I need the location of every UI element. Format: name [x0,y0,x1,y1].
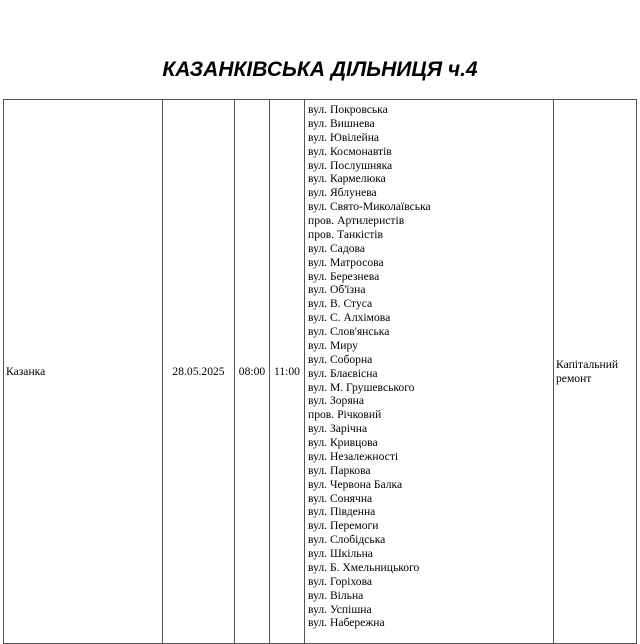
street-item: вул. Послушняка [308,158,393,172]
time-to-cell: 11:00 [270,100,305,644]
street-item: вул. Миру [308,338,358,352]
street-item: вул. Садова [308,241,365,255]
street-item: вул. Блаєвісна [308,366,378,380]
street-item: вул. Матросова [308,255,384,269]
street-item: вул. Сонячна [308,491,373,505]
street-item: вул. С. Алхімова [308,311,391,325]
street-list [308,103,553,630]
reason-cell: Капітальний ремонт [554,100,637,644]
street-item: вул. В. Стуса [308,297,373,311]
street-item: вул. Слобідська [308,533,386,547]
street-item: вул. Ювілейна [308,130,380,144]
street-item: вул. Вільна [308,588,364,602]
street-item: вул. Кармелюка [308,172,386,186]
street-item: вул. Успішна [308,602,372,616]
street-item: вул. Яблунева [308,186,377,200]
street-item: вул. Покровська [308,103,388,116]
street-item: вул. М. Грушевського [308,380,415,394]
street-item: пров. Річковий [308,408,382,422]
street-item: вул. Свято-Миколаївська [308,200,431,214]
street-item: вул. Південна [308,505,376,519]
street-item: вул. Б. Хмельницького [308,560,420,574]
street-item: вул. Перемоги [308,519,379,533]
street-item: пров. Танкістів [308,227,383,241]
street-item: вул. Незалежності [308,449,399,463]
street-item: вул. Червона Балка [308,477,403,491]
street-item: вул. Березнева [308,269,380,283]
street-item: вул. Зоряна [308,394,365,408]
streets-cell [305,100,554,644]
street-item: вул. Паркова [308,463,371,477]
date-cell: 28.05.2025 [163,100,235,644]
outage-table [3,99,637,644]
street-item: вул. Космонавтів [308,144,392,158]
street-item: вул. Шкільна [308,547,373,560]
time-from-cell: 08:00 [235,100,270,644]
street-item: пров. Артилеристів [308,214,405,227]
settlement-cell: Казанка [4,100,163,644]
street-item: вул. Соборна [308,352,373,366]
street-item: вул. Об'їзна [308,283,366,297]
street-item: вул. Кривцова [308,436,378,449]
street-item: вул. Вишнева [308,116,375,130]
street-item: вул. Горіхова [308,574,373,588]
table-row [4,100,637,644]
street-item: вул. Зарічна [308,422,368,436]
street-item: вул. Слов'янська [308,325,390,338]
street-item: вул. Набережна [308,616,385,630]
page-title: КАЗАНКІВСЬКА ДІЛЬНИЦЯ ч.4 [162,58,478,81]
